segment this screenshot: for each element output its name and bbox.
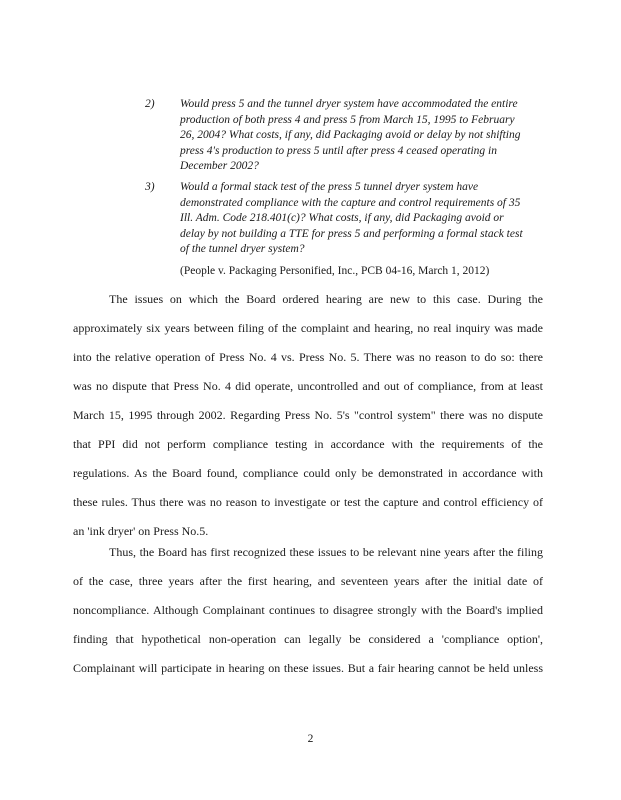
question-line: Would press 5 and the tunnel dryer system have accommodated the entire xyxy=(180,98,518,110)
paragraph-line: into the relative operation of Press No. 4 vs. Press No. 5. There was no reason to do so: there xyxy=(73,350,543,364)
paragraph-line: regulations. As the Board found, compliance could only be demonstrated in accordance with xyxy=(73,466,543,480)
question-line: Ill. Adm. Code 218.401(c)? What costs, if any, did Packaging avoid or xyxy=(180,212,504,224)
paragraph-line: Thus, the Board has first recognized these issues to be relevant nine years after the filing xyxy=(109,545,543,559)
case-citation: (People v. Packaging Personified, Inc., PCB 04-16, March 1, 2012) xyxy=(180,265,490,277)
question-line: press 4's production to press 5 until after press 4 ceased operating in xyxy=(180,144,497,157)
paragraph-line: The issues on which the Board ordered hearing are new to this case. During the xyxy=(109,292,543,306)
question-line: of the tunnel dryer system? xyxy=(180,243,305,255)
page-number: 2 xyxy=(307,733,314,745)
question-number: 2) xyxy=(145,98,155,110)
question-line: Would a formal stack test of the press 5 tunnel dryer system have xyxy=(180,181,479,193)
paragraph-line: Complainant will participate in hearing on these issues. But a fair hearing cannot be held unless xyxy=(73,661,543,675)
paragraph-line: that PPI did not perform compliance testing in accordance with the requirements of the xyxy=(73,437,543,451)
paragraph-line: an 'ink dryer' on Press No.5. xyxy=(73,524,209,538)
question-line: 26, 2004? What costs, if any, did Packaging avoid or delay by not shifting xyxy=(180,129,521,141)
question-number: 3) xyxy=(145,181,155,193)
question-line: delay by not building a TTE for press 5 and performing a formal stack test xyxy=(180,227,523,240)
paragraph-line: finding that hypothetical non-operation can legally be considered a 'compliance option', xyxy=(73,632,543,646)
question-line: December 2002? xyxy=(180,160,259,172)
question-text xyxy=(180,97,545,175)
question-line: production of both press 4 and press 5 from March 15, 1995 to February xyxy=(180,113,515,126)
paragraph-line: March 15, 1995 through 2002. Regarding Press No. 5's "control system" there was no dispute xyxy=(73,408,543,422)
paragraph-line: was no dispute that Press No. 4 did operate, uncontrolled and out of compliance, from at least xyxy=(73,379,543,393)
paragraph-line: these rules. Thus there was no reason to investigate or test the capture and control efficiency of xyxy=(73,495,543,509)
question-text xyxy=(180,180,545,258)
paragraph-line: of the case, three years after the first hearing, and seventeen years after the initial date of xyxy=(73,574,543,588)
paragraph-line: approximately six years between filing of the complaint and hearing, no real inquiry was made xyxy=(73,321,543,335)
question-line: demonstrated compliance with the capture and control requirements of 35 xyxy=(180,196,521,209)
paragraph-line: noncompliance. Although Complainant continues to disagree strongly with the Board's implied xyxy=(73,603,543,617)
